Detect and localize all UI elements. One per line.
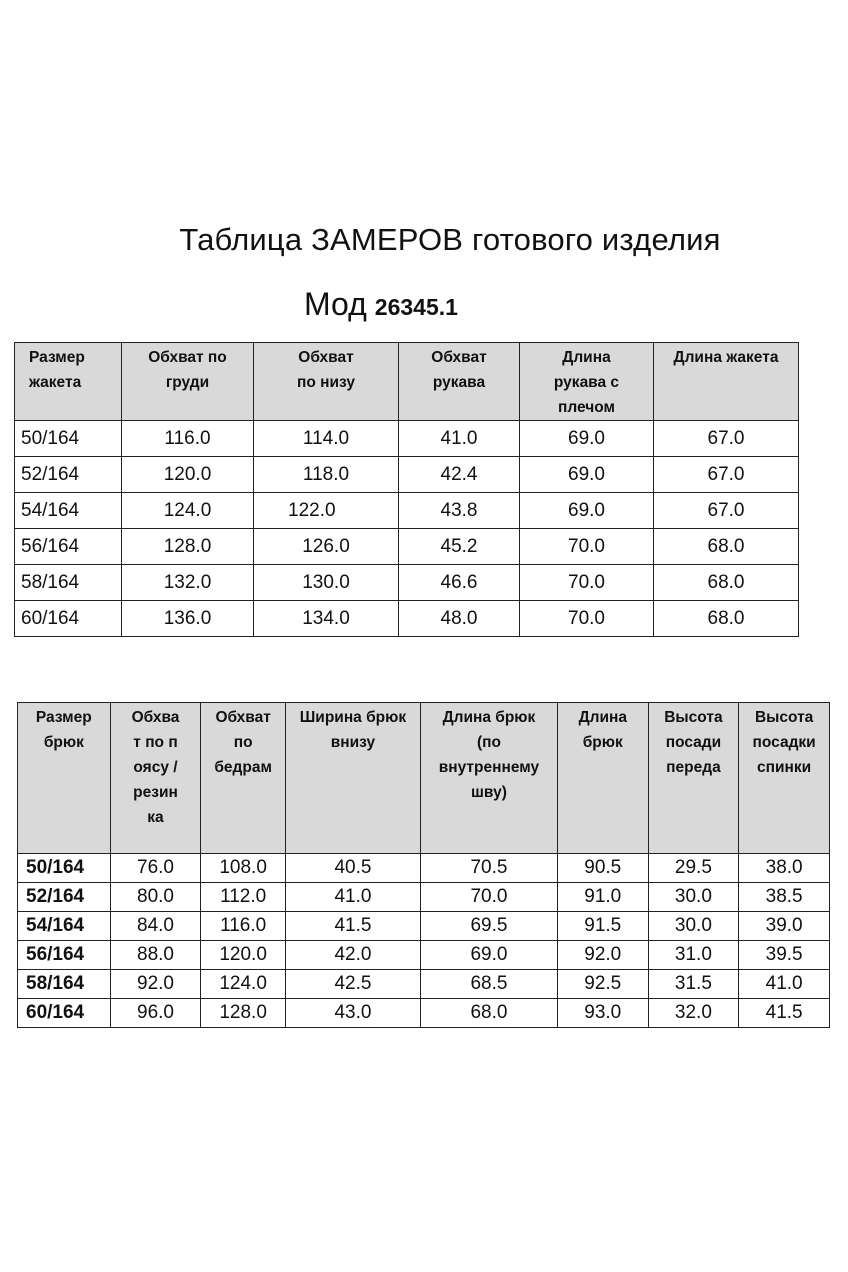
value-cell: 68.0 bbox=[654, 565, 799, 601]
size-cell: 54/164 bbox=[18, 912, 111, 941]
value-cell: 40.5 bbox=[285, 854, 420, 883]
size-cell: 56/164 bbox=[15, 529, 122, 565]
model-number: 26345.1 bbox=[374, 294, 458, 320]
value-cell: 41.0 bbox=[399, 421, 520, 457]
value-cell: 41.0 bbox=[739, 970, 830, 999]
header-cell: Длина брюк (по внутреннему шву) bbox=[420, 703, 557, 854]
table-row bbox=[15, 457, 799, 493]
header-cell: Длина рукава с плечом bbox=[520, 343, 654, 421]
table-row bbox=[15, 529, 799, 565]
header-cell: Размер жакета bbox=[15, 343, 122, 421]
value-cell: 128.0 bbox=[122, 529, 254, 565]
value-cell: 67.0 bbox=[654, 457, 799, 493]
value-cell: 84.0 bbox=[110, 912, 201, 941]
value-cell: 70.0 bbox=[520, 529, 654, 565]
value-cell: 118.0 bbox=[254, 457, 399, 493]
size-cell: 52/164 bbox=[15, 457, 122, 493]
value-cell: 41.5 bbox=[285, 912, 420, 941]
value-cell: 45.2 bbox=[399, 529, 520, 565]
header-cell: Размер брюк bbox=[18, 703, 111, 854]
value-cell: 69.0 bbox=[420, 941, 557, 970]
value-cell: 136.0 bbox=[122, 601, 254, 637]
value-cell: 39.5 bbox=[739, 941, 830, 970]
value-cell: 67.0 bbox=[654, 493, 799, 529]
value-cell: 38.5 bbox=[739, 883, 830, 912]
table-row bbox=[18, 883, 830, 912]
value-cell: 69.5 bbox=[420, 912, 557, 941]
table-row bbox=[18, 970, 830, 999]
table-row bbox=[15, 601, 799, 637]
value-cell: 116.0 bbox=[122, 421, 254, 457]
size-cell: 54/164 bbox=[15, 493, 122, 529]
table-row bbox=[18, 854, 830, 883]
value-cell: 126.0 bbox=[254, 529, 399, 565]
size-cell: 60/164 bbox=[18, 999, 111, 1028]
value-cell: 67.0 bbox=[654, 421, 799, 457]
value-cell: 68.0 bbox=[654, 601, 799, 637]
table-row bbox=[18, 999, 830, 1028]
table-header-row bbox=[18, 703, 830, 854]
value-cell: 68.0 bbox=[654, 529, 799, 565]
value-cell: 29.5 bbox=[648, 854, 739, 883]
table-header-row bbox=[15, 343, 799, 421]
value-cell: 92.0 bbox=[557, 941, 648, 970]
value-cell: 68.5 bbox=[420, 970, 557, 999]
size-cell: 60/164 bbox=[15, 601, 122, 637]
value-cell: 46.6 bbox=[399, 565, 520, 601]
value-cell: 70.0 bbox=[520, 601, 654, 637]
value-cell: 114.0 bbox=[254, 421, 399, 457]
value-cell: 92.5 bbox=[557, 970, 648, 999]
value-cell: 42.4 bbox=[399, 457, 520, 493]
value-cell: 96.0 bbox=[110, 999, 201, 1028]
value-cell: 41.0 bbox=[285, 883, 420, 912]
header-cell: Длина жакета bbox=[654, 343, 799, 421]
value-cell: 122.0 bbox=[254, 493, 399, 529]
value-cell: 120.0 bbox=[201, 941, 286, 970]
value-cell: 70.5 bbox=[420, 854, 557, 883]
value-cell: 30.0 bbox=[648, 883, 739, 912]
header-cell: Обхват по поясу / резинка bbox=[110, 703, 201, 854]
value-cell: 38.0 bbox=[739, 854, 830, 883]
value-cell: 42.5 bbox=[285, 970, 420, 999]
size-cell: 56/164 bbox=[18, 941, 111, 970]
size-cell: 50/164 bbox=[18, 854, 111, 883]
value-cell: 134.0 bbox=[254, 601, 399, 637]
page-title: Таблица ЗАМЕРОВ готового изделия bbox=[179, 222, 721, 257]
header-cell: Обхват по низу bbox=[254, 343, 399, 421]
table-row bbox=[18, 941, 830, 970]
header-cell: Высота посади переда bbox=[648, 703, 739, 854]
value-cell: 32.0 bbox=[648, 999, 739, 1028]
value-cell: 30.0 bbox=[648, 912, 739, 941]
value-cell: 91.5 bbox=[557, 912, 648, 941]
value-cell: 70.0 bbox=[520, 565, 654, 601]
value-cell: 128.0 bbox=[201, 999, 286, 1028]
header-cell: Длина брюк bbox=[557, 703, 648, 854]
value-cell: 48.0 bbox=[399, 601, 520, 637]
model-line bbox=[304, 286, 458, 323]
value-cell: 124.0 bbox=[201, 970, 286, 999]
size-cell: 58/164 bbox=[18, 970, 111, 999]
value-cell: 43.0 bbox=[285, 999, 420, 1028]
pants-measurements-table bbox=[17, 702, 830, 1028]
header-cell: Обхват по груди bbox=[122, 343, 254, 421]
header-cell: Высота посадки спинки bbox=[739, 703, 830, 854]
value-cell: 132.0 bbox=[122, 565, 254, 601]
value-cell: 120.0 bbox=[122, 457, 254, 493]
value-cell: 93.0 bbox=[557, 999, 648, 1028]
model-label: Мод bbox=[304, 286, 367, 322]
value-cell: 43.8 bbox=[399, 493, 520, 529]
size-cell: 58/164 bbox=[15, 565, 122, 601]
size-cell: 52/164 bbox=[18, 883, 111, 912]
value-cell: 108.0 bbox=[201, 854, 286, 883]
value-cell: 69.0 bbox=[520, 493, 654, 529]
table-row bbox=[15, 565, 799, 601]
value-cell: 88.0 bbox=[110, 941, 201, 970]
table-row bbox=[15, 421, 799, 457]
header-cell: Ширина брюк внизу bbox=[285, 703, 420, 854]
size-cell: 50/164 bbox=[15, 421, 122, 457]
value-cell: 68.0 bbox=[420, 999, 557, 1028]
value-cell: 92.0 bbox=[110, 970, 201, 999]
jacket-measurements-table bbox=[14, 342, 799, 637]
value-cell: 39.0 bbox=[739, 912, 830, 941]
value-cell: 76.0 bbox=[110, 854, 201, 883]
value-cell: 31.0 bbox=[648, 941, 739, 970]
value-cell: 70.0 bbox=[420, 883, 557, 912]
value-cell: 31.5 bbox=[648, 970, 739, 999]
table-row bbox=[18, 912, 830, 941]
value-cell: 91.0 bbox=[557, 883, 648, 912]
value-cell: 69.0 bbox=[520, 421, 654, 457]
value-cell: 90.5 bbox=[557, 854, 648, 883]
value-cell: 116.0 bbox=[201, 912, 286, 941]
value-cell: 69.0 bbox=[520, 457, 654, 493]
value-cell: 112.0 bbox=[201, 883, 286, 912]
value-cell: 80.0 bbox=[110, 883, 201, 912]
table-row bbox=[15, 493, 799, 529]
value-cell: 42.0 bbox=[285, 941, 420, 970]
value-cell: 41.5 bbox=[739, 999, 830, 1028]
header-cell: Обхват рукава bbox=[399, 343, 520, 421]
value-cell: 130.0 bbox=[254, 565, 399, 601]
header-cell: Обхват по бедрам bbox=[201, 703, 286, 854]
value-cell: 124.0 bbox=[122, 493, 254, 529]
